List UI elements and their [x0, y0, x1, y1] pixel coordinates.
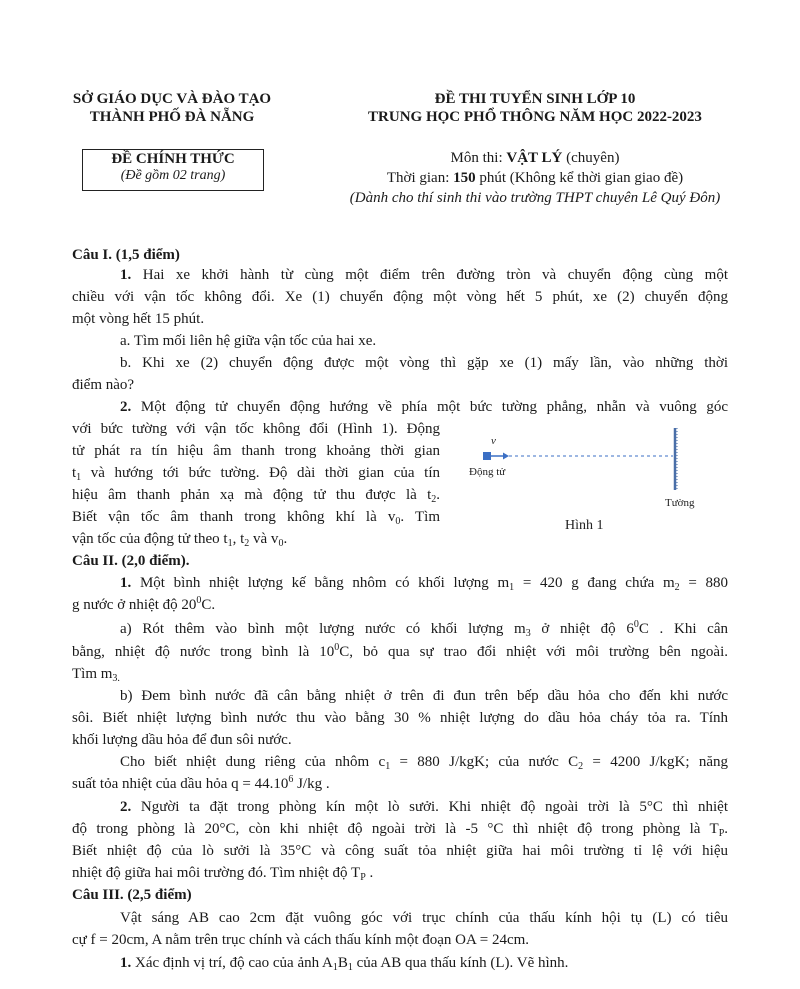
wall-label: Tường — [665, 497, 695, 509]
subscript: 1 — [332, 962, 338, 973]
mover-block — [483, 452, 491, 460]
q3-heading: Câu III. (2,5 điểm) — [72, 887, 192, 903]
q2-a-text3: Tìm m — [72, 666, 113, 682]
q1-p1-line1 — [72, 267, 728, 284]
figure-1 — [463, 428, 723, 538]
q2-p1-text1a: Một bình nhiệt lượng kế bằng nhôm có khối lượng m — [131, 575, 510, 591]
q2-constants-line2 — [72, 776, 330, 793]
figure-caption: Hình 1 — [565, 518, 604, 533]
q1-p2-text7: vận tốc của động tử theo t — [72, 531, 228, 547]
velocity-arrowhead — [503, 453, 509, 460]
q2-p1-text1c: = 880 — [679, 575, 728, 591]
q2-c-text1a: Cho biết nhiệt dung riêng của nhôm c — [120, 754, 386, 770]
q1-p2-text6b: . Tìm — [400, 509, 440, 525]
q3-line2: cự f = 20cm, A nằm trên trục chính và cách thấu kính một đoạn OA = 24cm. — [72, 932, 530, 948]
q2-c-text1c: = 4200 J/kgK; năng — [583, 754, 729, 770]
q1-p2-text5: hiệu âm thanh phản xạ mà động tử thu được là t — [72, 487, 432, 503]
q3-p1-number: 1. — [120, 955, 132, 971]
q3-p1-text-a: Xác định vị trí, độ cao của ảnh A — [131, 955, 333, 971]
q1-p2-line6 — [72, 509, 440, 526]
q2-a-line1 — [120, 621, 728, 638]
time-value: 150 — [453, 170, 476, 186]
subscript: 1 — [509, 582, 515, 593]
q1-p2-line4 — [72, 465, 440, 482]
q3-p1-text-c: của AB qua thấu kính (L). Vẽ hình. — [352, 955, 569, 971]
official-stamp-box — [82, 149, 264, 191]
q2-p2-line3: Biết nhiệt độ của lò sưởi là 35°C và công suất tỏa nhiệt giữa hai môi trường tỉ lệ với hiệu — [72, 843, 728, 859]
subscript: P — [360, 872, 366, 883]
q2-p1-line2 — [72, 597, 215, 614]
q1-p1-number: 1. — [120, 267, 132, 283]
time-prefix: Thời gian: — [386, 170, 454, 186]
q2-b-line3: khối lượng dầu hỏa để đun sôi nước. — [72, 732, 292, 748]
q1-p2-text6: Biết vận tốc âm thanh trong không khí là v — [72, 509, 396, 525]
q1-heading: Câu I. (1,5 điểm) — [72, 247, 180, 263]
q2-p1-number: 1. — [120, 575, 132, 591]
q1-p2-line1 — [72, 399, 728, 416]
and-v: và v — [249, 531, 279, 547]
q2-b-line1: b) Đem bình nước đã cân bằng nhiệt ở trên đi đun trên bếp dầu hỏa cho đến khi nước — [120, 688, 728, 704]
q1-p2-text4: và hướng tới bức tường. Độ dài thời gian của tín — [81, 465, 440, 481]
figure-1-diagram — [463, 428, 723, 538]
page-count-note: (Đề gồm 02 trang) — [120, 168, 226, 183]
subject-line — [330, 150, 740, 167]
q1-p2-line2: với bức tường với vận tốc không đổi (Hình 1). Động — [72, 421, 440, 437]
department-name: SỞ GIÁO DỤC VÀ ĐÀO TẠO — [72, 91, 272, 107]
q2-c-text2b: J/kg . — [293, 776, 330, 792]
subscript: 1 — [347, 962, 353, 973]
official-label: ĐỀ CHÍNH THỨC — [111, 151, 235, 167]
q1-p2-line3: tử phát ra tín hiệu âm thanh trong khoảng thời gian — [72, 443, 440, 459]
q2-a-text2b: C, bỏ qua sự trao đổi nhiệt với môi trường bên ngoài. — [339, 644, 728, 660]
q2-a-line2 — [72, 644, 728, 661]
q1-p1-text1: Hai xe khởi hành từ cùng một điểm trên đường tròn và chuyển động cùng một — [131, 267, 728, 283]
comma-t: , t — [232, 531, 245, 547]
subscript: 2 — [674, 582, 680, 593]
subscript: 3 — [525, 628, 531, 639]
superscript: 6 — [288, 774, 294, 785]
subscript: 2 — [431, 494, 437, 505]
q2-a-text1a: a) Rót thêm vào bình một lượng nước có khối lượng m — [120, 621, 526, 637]
q1-p2-text1: Một động tử chuyển động hướng về phía một bức tường phẳng, nhẵn và vuông góc — [131, 399, 728, 415]
q1-part-a: a. Tìm mối liên hệ giữa vận tốc của hai xe. — [120, 333, 377, 349]
exam-title: ĐỀ THI TUYỂN SINH LỚP 10 — [434, 91, 636, 107]
q1-p1-line2: chiều với vận tốc không đổi. Xe (1) chuyển động một vòng hết 5 phút, xe (2) chuyển động — [72, 289, 728, 305]
subject-prefix: Môn thi: — [450, 150, 507, 166]
velocity-label: v — [491, 435, 496, 447]
q2-p2-text2: độ trong phòng là 20°C, còn khi nhiệt độ ngoài trời là -5 °C thì nhiệt độ trong phòng là T — [72, 821, 719, 837]
subscript: 0 — [395, 516, 401, 527]
period: . — [365, 865, 374, 881]
q1-p2-number: 2. — [120, 399, 132, 415]
q2-a-text2a: bằng, nhiệt độ nước trong bình là 10 — [72, 644, 335, 660]
q1-p2-line5 — [72, 487, 440, 504]
q2-p2-line2 — [72, 821, 728, 838]
q2-p2-line4 — [72, 865, 373, 882]
subscript: P — [718, 828, 725, 839]
q3-p1-line — [120, 955, 568, 972]
superscript: 0 — [334, 642, 340, 653]
q3-p1-text-b: B — [337, 955, 348, 971]
q2-a-text1b: ở nhiệt độ 6 — [530, 621, 634, 637]
subscript: 0 — [278, 538, 284, 549]
q2-p1-text2b: C. — [201, 597, 216, 613]
subscript: 1 — [227, 538, 233, 549]
q2-p2-line1 — [72, 799, 728, 816]
subscript: 1 — [385, 761, 391, 772]
school-year: TRUNG HỌC PHỔ THÔNG NĂM HỌC 2022-2023 — [368, 109, 702, 125]
period: . — [436, 487, 440, 503]
q3-line1: Vật sáng AB cao 2cm đặt vuông góc với trục chính của thấu kính hội tụ (L) có tiêu — [120, 910, 728, 926]
audience-line: (Dành cho thí sinh thi vào trường THPT chuyên Lê Quý Đôn) — [349, 190, 721, 206]
period: . — [283, 531, 288, 547]
time-line — [330, 170, 740, 187]
period: . — [724, 821, 728, 837]
subscript: 2 — [578, 761, 584, 772]
q1-part-b-line2: điểm nào? — [72, 377, 135, 393]
q2-p2-number: 2. — [120, 799, 132, 815]
q2-p2-text1: Người ta đặt trong phòng kín một lò sưởi. Khi nhiệt độ ngoài trời là 5°C thì nhiệt — [131, 799, 728, 815]
mover-label: Động tử — [469, 466, 506, 478]
superscript: 0 — [196, 595, 202, 606]
q2-constants-line1 — [120, 754, 728, 771]
q2-heading: Câu II. (2,0 điểm). — [72, 553, 190, 569]
q1-p2-line7 — [72, 531, 287, 548]
subject-suffix: (chuyên) — [562, 150, 620, 166]
q1-p1-line3: một vòng hết 15 phút. — [72, 311, 205, 327]
time-suffix: phút (Không kể thời gian giao đề) — [475, 170, 684, 186]
q2-b-line2: sôi. Biết nhiệt lượng bình nước thu vào bằng 30 % nhiệt lượng do dầu hỏa cháy tỏa ra. Tính — [72, 710, 728, 726]
q2-c-text2a: suất tỏa nhiệt của dầu hỏa q = 44.10 — [72, 776, 289, 792]
subscript: 3. — [112, 673, 120, 684]
subscript: 1 — [76, 472, 82, 483]
q2-p1-text1b: = 420 g đang chứa m — [514, 575, 675, 591]
superscript: 0 — [633, 619, 639, 630]
subscript: 2 — [244, 538, 250, 549]
q2-p2-text4: nhiệt độ giữa hai môi trường đó. Tìm nhiệt độ T — [72, 865, 361, 881]
q2-p1-line1 — [72, 575, 728, 592]
city-name: THÀNH PHỐ ĐÀ NẴNG — [89, 109, 255, 125]
q2-a-line3 — [72, 666, 120, 683]
subject-name: VẬT LÝ — [506, 150, 563, 166]
q1-part-b-line1: b. Khi xe (2) chuyển động được một vòng thì gặp xe (1) mấy lần, vào những thời — [120, 355, 728, 371]
q2-c-text1b: = 880 J/kgK; của nước C — [390, 754, 579, 770]
t-symbol: t — [72, 465, 77, 481]
q2-a-text1c: C . Khi cân — [638, 621, 728, 637]
q2-p1-text2a: g nước ở nhiệt độ 20 — [72, 597, 197, 613]
